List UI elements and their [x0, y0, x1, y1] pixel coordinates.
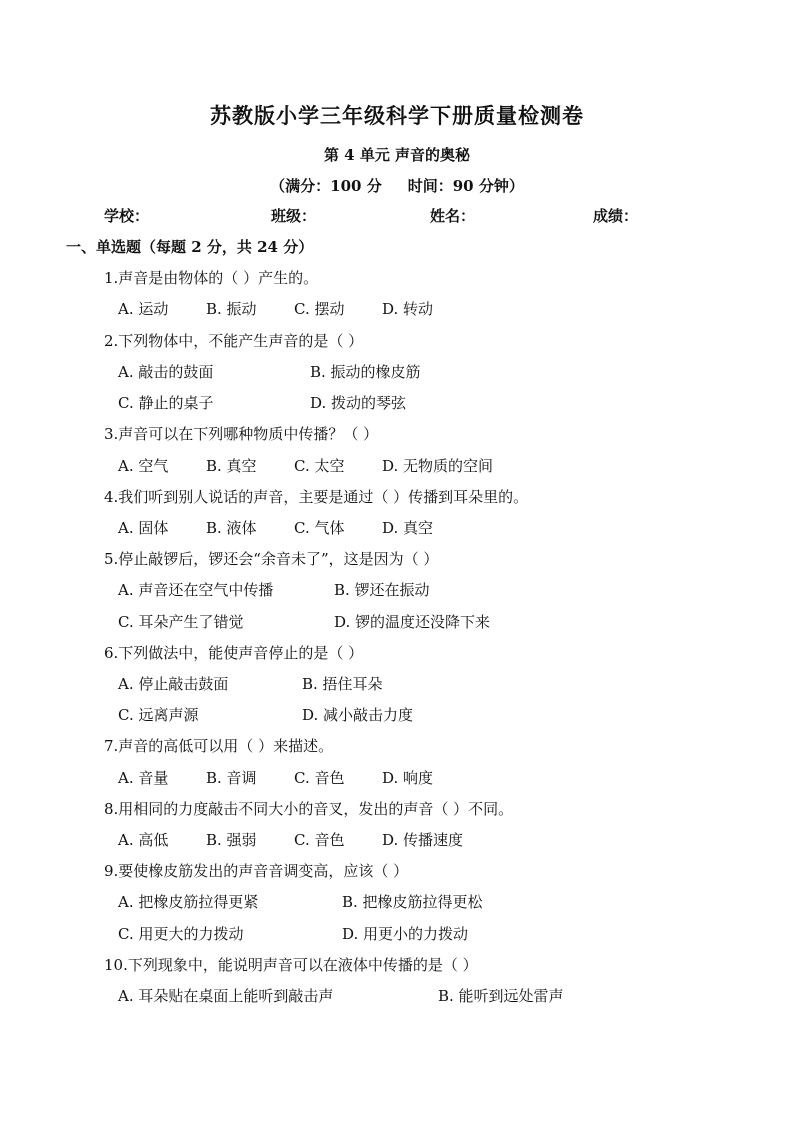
q8-option-a: A. 高低	[118, 831, 169, 849]
question-9: 9.要使橡皮筋发出的声音音调变高，应该（ ）	[104, 862, 409, 880]
q9-option-b: B. 把橡皮筋拉得更松	[342, 893, 483, 911]
question-1: 1.声音是由物体的（ ）产生的。	[104, 269, 319, 287]
student-info-row	[0, 205, 794, 227]
q6-option-b: B. 捂住耳朵	[302, 675, 383, 693]
q6-option-a: A. 停止敲击鼓面	[118, 675, 229, 693]
q4-option-d: D. 真空	[382, 519, 434, 537]
q2-option-c: C. 静止的桌子	[118, 394, 214, 412]
question-7: 7.声音的高低可以用（ ）来描述。	[104, 737, 334, 755]
q4-option-c: C. 气体	[294, 519, 345, 537]
q3-option-c: C. 太空	[294, 457, 345, 475]
q8-option-b: B. 强弱	[206, 831, 257, 849]
class-label: 班级：	[271, 207, 317, 225]
q2-option-a: A. 敲击的鼓面	[118, 363, 214, 381]
q10-option-b: B. 能听到远处雷声	[438, 987, 564, 1005]
q1-option-d: D. 转动	[382, 300, 434, 318]
exam-time: 时间：90 分钟）	[407, 177, 524, 195]
question-6: 6.下列做法中，能使声音停止的是（ ）	[104, 644, 364, 662]
q1-option-b: B. 振动	[206, 300, 257, 318]
q3-option-d: D. 无物质的空间	[382, 457, 494, 475]
question-10: 10.下列现象中，能说明声音可以在液体中传播的是（ ）	[104, 956, 478, 974]
q9-option-d: D. 用更小的力拨动	[342, 925, 469, 943]
q9-option-a: A. 把橡皮筋拉得更紧	[118, 893, 259, 911]
school-label: 学校：	[104, 207, 150, 225]
q7-option-b: B. 音调	[206, 769, 257, 787]
q7-option-c: C. 音色	[294, 769, 345, 787]
question-5: 5.停止敲锣后，锣还会“余音未了”，这是因为（ ）	[104, 550, 439, 568]
q5-option-b: B. 锣还在振动	[334, 581, 430, 599]
q6-option-c: C. 远离声源	[118, 706, 199, 724]
q2-option-d: D. 拨动的琴弦	[310, 394, 407, 412]
q1-option-a: A. 运动	[118, 300, 169, 318]
q3-option-b: B. 真空	[206, 457, 257, 475]
exam-meta	[0, 175, 794, 196]
q5-option-a: A. 声音还在空气中传播	[118, 581, 274, 599]
q1-option-c: C. 摆动	[294, 300, 345, 318]
exam-title: 苏教版小学三年级科学下册质量检测卷	[210, 103, 584, 128]
section-title-single-choice: 一、单选题（每题 2 分，共 24 分）	[66, 238, 314, 256]
q10-option-a: A. 耳朵贴在桌面上能听到敲击声	[118, 987, 334, 1005]
unit-subtitle: 第 4 单元 声音的奥秘	[323, 146, 471, 164]
q5-option-d: D. 锣的温度还没降下来	[334, 613, 491, 631]
name-label: 姓名：	[430, 207, 476, 225]
q7-option-d: D. 响度	[382, 769, 434, 787]
full-score: （满分：100 分	[270, 177, 382, 195]
q9-option-c: C. 用更大的力拨动	[118, 925, 244, 943]
q8-option-d: D. 传播速度	[382, 831, 464, 849]
q6-option-d: D. 减小敲击力度	[302, 706, 414, 724]
grade-label: 成绩：	[593, 207, 639, 225]
q4-option-b: B. 液体	[206, 519, 257, 537]
q2-option-b: B. 振动的橡皮筋	[310, 363, 421, 381]
question-2: 2.下列物体中，不能产生声音的是（ ）	[104, 332, 364, 350]
q5-option-c: C. 耳朵产生了错觉	[118, 613, 244, 631]
question-4: 4.我们听到别人说话的声音，主要是通过（ ）传播到耳朵里的。	[104, 488, 529, 506]
question-3: 3.声音可以在下列哪种物质中传播？（ ）	[104, 425, 379, 443]
q3-option-a: A. 空气	[118, 457, 169, 475]
question-8: 8.用相同的力度敲击不同大小的音叉，发出的声音（ ）不同。	[104, 800, 514, 818]
q7-option-a: A. 音量	[118, 769, 169, 787]
q4-option-a: A. 固体	[118, 519, 169, 537]
q8-option-c: C. 音色	[294, 831, 345, 849]
